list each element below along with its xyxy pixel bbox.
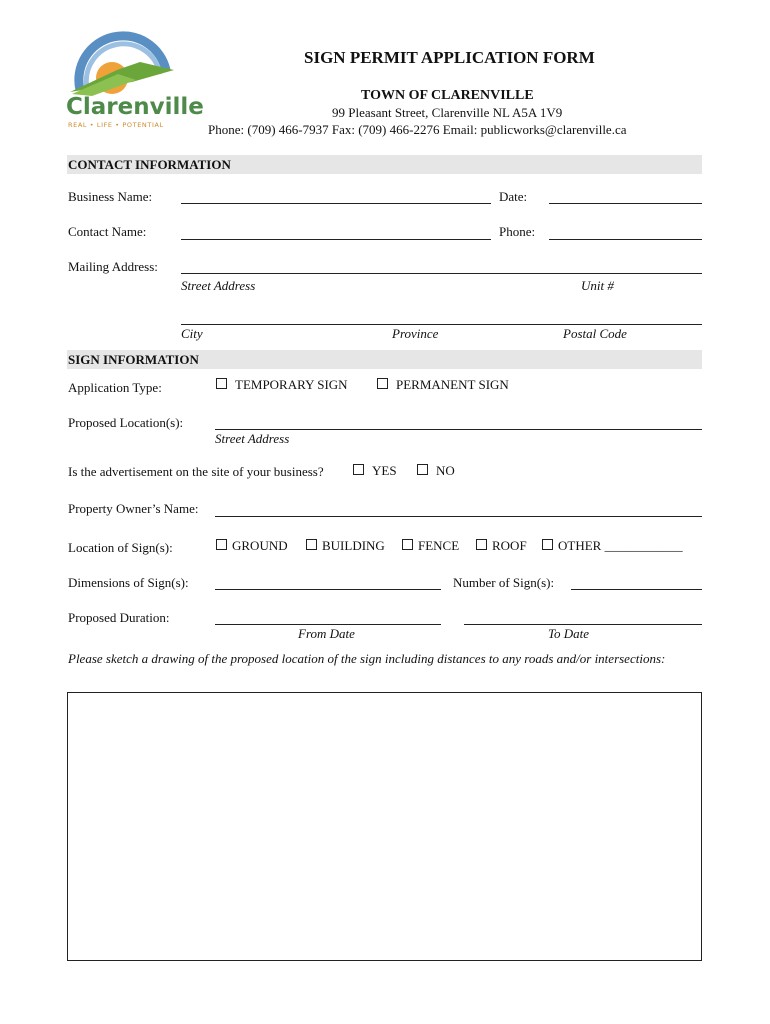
phone-field[interactable] [549,239,702,240]
contact-section-heading: CONTACT INFORMATION [68,157,231,172]
postal-code-caption: Postal Code [563,326,627,341]
org-name: TOWN OF CLARENVILLE [361,88,534,103]
street-address-field[interactable] [181,273,702,274]
roof-checkbox[interactable] [476,539,487,550]
logo-name: Clarenville [66,94,204,120]
building-checkbox[interactable] [306,539,317,550]
logo-tagline: REAL • LIFE • POTENTIAL [68,121,164,129]
temporary-sign-label: TEMPORARY SIGN [235,377,348,392]
dimensions-field[interactable] [215,589,441,590]
sign-section-heading: SIGN INFORMATION [68,352,199,367]
other-checkbox[interactable] [542,539,553,550]
contact-section-header [67,155,702,174]
no-label: NO [436,463,455,478]
org-contact: Phone: (709) 466-7937 Fax: (709) 466-2276 Email: publicworks@clarenville.ca [208,122,627,137]
clarenville-logo [62,30,204,130]
proposed-location-label: Proposed Location(s): [68,415,184,430]
number-of-signs-label: Number of Sign(s): [453,575,555,590]
contact-name-label: Contact Name: [68,224,147,239]
contact-name-field[interactable] [181,239,491,240]
phone-label: Phone: [499,224,536,239]
location-of-signs-label: Location of Sign(s): [68,540,173,555]
application-type-label: Application Type: [68,380,162,395]
building-label: BUILDING [322,538,385,553]
location-fence-option[interactable] [402,538,459,554]
ground-label: GROUND [232,538,288,553]
location-other-option[interactable] [542,538,683,554]
sign-section-header [67,350,702,369]
permanent-sign-checkbox[interactable] [377,378,388,389]
fence-label: FENCE [418,538,460,553]
on-site-no-option[interactable] [417,463,455,479]
other-label: OTHER ____________ [558,538,683,553]
location-building-option[interactable] [306,538,385,554]
business-name-label: Business Name: [68,189,153,204]
date-field[interactable] [549,203,702,204]
unit-caption: Unit # [581,278,614,293]
date-label: Date: [499,189,528,204]
street-address-caption: Street Address [181,278,256,293]
permanent-sign-option[interactable] [377,377,509,393]
no-checkbox[interactable] [417,464,428,475]
temporary-sign-option[interactable] [216,377,348,393]
sketch-area[interactable] [67,692,702,961]
yes-checkbox[interactable] [353,464,364,475]
city-province-postal-field[interactable] [181,324,702,325]
on-site-yes-option[interactable] [353,463,397,479]
property-owner-label: Property Owner’s Name: [68,501,199,516]
mailing-address-label: Mailing Address: [68,259,158,274]
business-name-field[interactable] [181,203,491,204]
org-address: 99 Pleasant Street, Clarenville NL A5A 1V9 [332,105,563,120]
property-owner-field[interactable] [215,516,702,517]
location-ground-option[interactable] [216,538,288,554]
permanent-sign-label: PERMANENT SIGN [396,377,509,392]
yes-label: YES [372,463,397,478]
from-date-field[interactable] [215,624,441,625]
fence-checkbox[interactable] [402,539,413,550]
location-roof-option[interactable] [476,538,527,554]
proposed-duration-label: Proposed Duration: [68,610,170,625]
proposed-location-field[interactable] [215,429,702,430]
roof-label: ROOF [492,538,527,553]
proposed-location-street-caption: Street Address [215,431,290,446]
ground-checkbox[interactable] [216,539,227,550]
city-caption: City [181,326,203,341]
to-date-caption: To Date [548,626,590,641]
temporary-sign-checkbox[interactable] [216,378,227,389]
sketch-instructions: Please sketch a drawing of the proposed location of the sign including distances to any roads and/or intersections: [68,651,666,666]
province-caption: Province [392,326,439,341]
number-of-signs-field[interactable] [571,589,702,590]
form-title: SIGN PERMIT APPLICATION FORM [304,48,595,67]
on-site-question: Is the advertisement on the site of your business? [68,464,324,479]
from-date-caption: From Date [298,626,355,641]
dimensions-label: Dimensions of Sign(s): [68,575,189,590]
logo-graphic [62,30,182,102]
to-date-field[interactable] [464,624,702,625]
